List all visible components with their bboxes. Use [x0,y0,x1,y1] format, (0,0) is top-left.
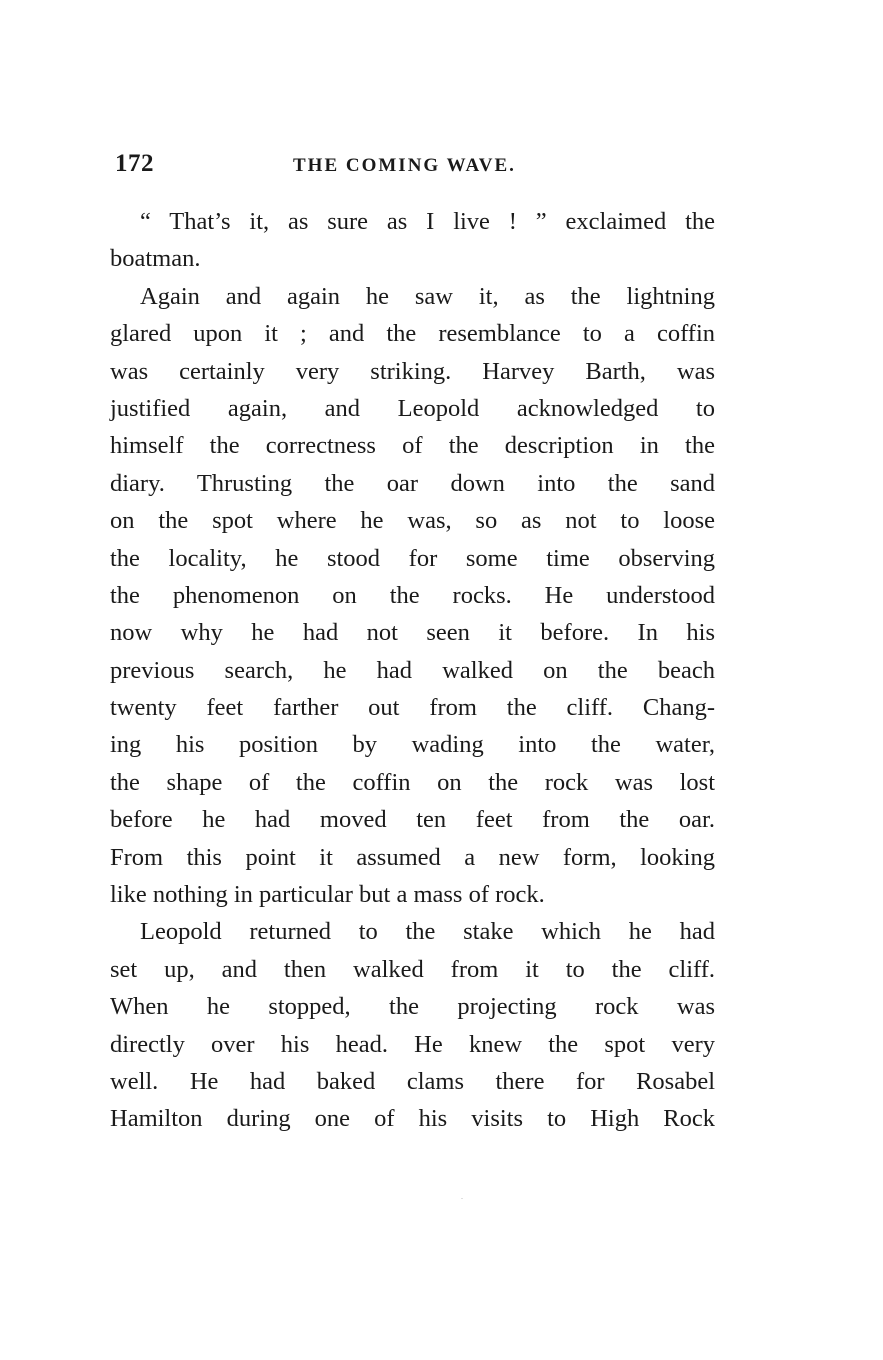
paragraph-3 [110,913,715,1137]
text-line: like nothing in particular but a mass of rock. [110,881,545,909]
text-line: From this point it assumed a new form, looking [110,843,715,871]
text-line: well. He had baked clams there for Rosabel [110,1067,715,1095]
body-text [110,203,715,1138]
text-line: Again and again he saw it, as the lightning [140,282,715,310]
text-line: Hamilton during one of his visits to High Rock [110,1105,715,1133]
text-line: “ That’s it, as sure as I live ! ” exclaimed the [140,208,715,235]
text-line: boatman. [110,245,201,273]
text-line: on the spot where he was, so as not to loose [110,507,715,535]
text-line: was certainly very striking. Harvey Barth, was [110,357,715,385]
text-line: directly over his head. He knew the spot very [110,1030,715,1058]
text-line: justified again, and Leopold acknowledged to [110,394,715,422]
text-line: before he had moved ten feet from the oar. [110,806,715,834]
paragraph-1 [110,203,715,278]
text-line: ing his position by wading into the water, [110,731,715,759]
scan-speck [461,1198,463,1199]
text-line: Leopold returned to the stake which he had [140,918,715,946]
text-line: glared upon it ; and the resemblance to a coffin [110,320,715,348]
text-line: previous search, he had walked on the beach [110,656,715,684]
page-number: 172 [115,150,154,177]
running-title: THE COMING WAVE. [293,155,516,176]
text-line: set up, and then walked from it to the cliff. [110,955,715,983]
text-line: now why he had not seen it before. In his [110,619,715,647]
text-line: himself the correctness of the description in the [110,432,715,460]
text-line: When he stopped, the projecting rock was [110,993,715,1021]
text-line: the shape of the coffin on the rock was lost [110,768,715,796]
running-head [115,150,715,190]
text-line: diary. Thrusting the oar down into the sand [110,469,715,497]
text-line: the locality, he stood for some time observing [110,544,715,572]
paragraph-2 [110,278,715,914]
text-line: the phenomenon on the rocks. He understood [110,581,715,609]
text-line: twenty feet farther out from the cliff. Chang- [110,694,715,722]
